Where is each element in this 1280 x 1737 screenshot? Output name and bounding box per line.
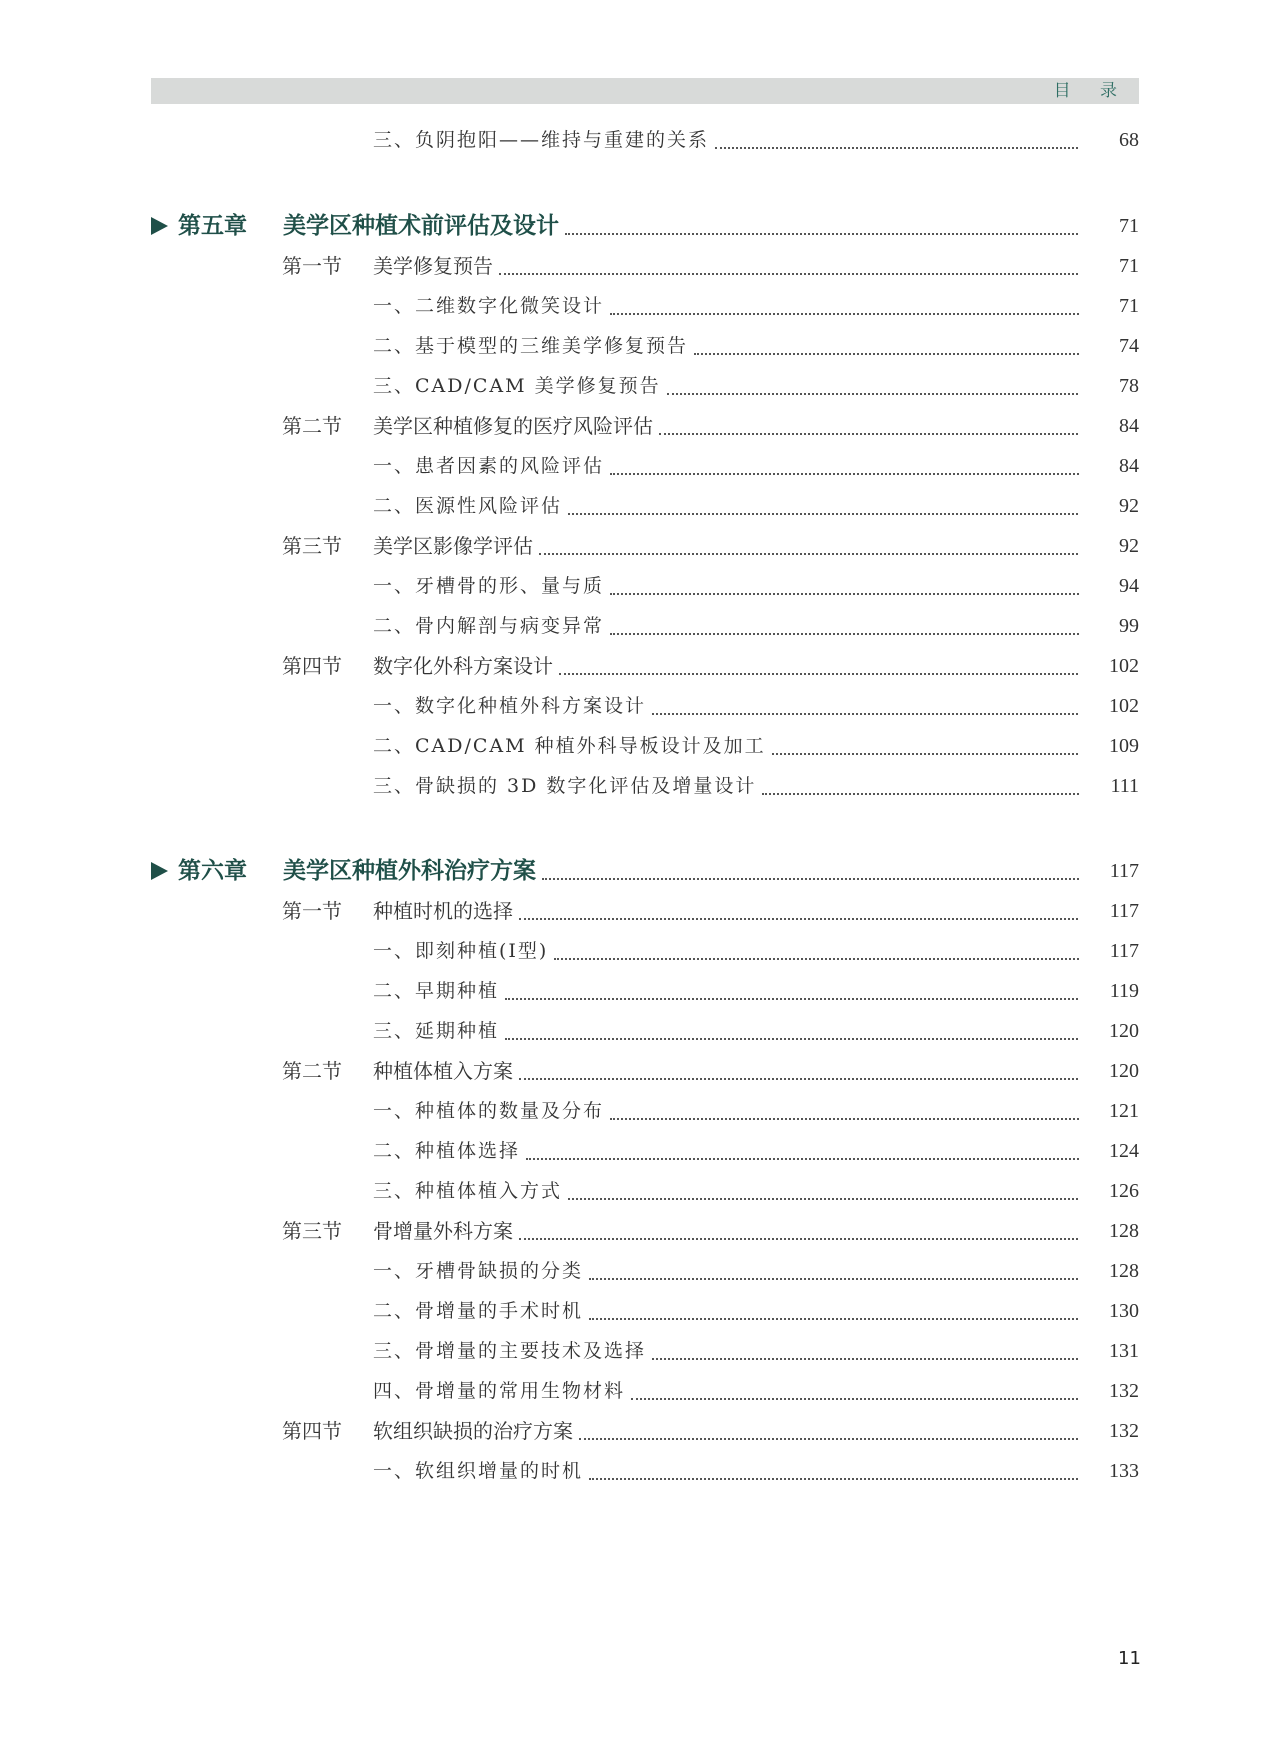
toc-page-number: 68 — [1079, 125, 1139, 155]
toc-section[interactable] — [0, 1416, 1280, 1446]
toc-page-number: 121 — [1079, 1096, 1139, 1126]
dot-leader — [526, 1128, 1086, 1160]
dot-leader — [589, 1448, 1086, 1480]
toc-item[interactable] — [0, 1256, 1280, 1286]
toc-title: 一、牙槽骨的形、量与质 — [373, 571, 610, 601]
toc-item[interactable] — [0, 1336, 1280, 1366]
toc-title: 四、骨增量的常用生物材料 — [373, 1376, 631, 1406]
toc-number: 第五章 — [178, 213, 247, 239]
toc-title: 一、即刻种植(Ⅰ型) — [373, 936, 554, 966]
dot-leader — [519, 888, 1086, 920]
toc-title: 三、负阴抱阳——维持与重建的关系 — [373, 125, 715, 155]
toc-title: 三、种植体植入方式 — [373, 1176, 568, 1206]
toc-page-number: 71 — [1079, 291, 1139, 321]
toc-page-number: 84 — [1079, 411, 1139, 441]
toc-chapter[interactable] — [0, 211, 1280, 241]
toc-title: 数字化外科方案设计 — [373, 651, 559, 681]
toc-title: 三、骨缺损的 3D 数字化评估及增量设计 — [373, 771, 762, 801]
toc-title: 美学区种植修复的医疗风险评估 — [373, 411, 659, 441]
dot-leader — [568, 483, 1086, 515]
toc-page-number: 128 — [1079, 1256, 1139, 1286]
toc-title: 软组织缺损的治疗方案 — [373, 1416, 579, 1446]
dot-leader — [610, 563, 1086, 595]
toc-item[interactable] — [0, 936, 1280, 966]
toc-number: 第三节 — [282, 1219, 342, 1243]
toc-title: 美学区影像学评估 — [373, 531, 539, 561]
dot-leader — [554, 928, 1086, 960]
dot-leader — [505, 1008, 1086, 1040]
toc-title: 二、种植体选择 — [373, 1136, 526, 1166]
toc-item[interactable] — [0, 371, 1280, 401]
toc-item[interactable] — [0, 571, 1280, 601]
toc-page-number: 120 — [1079, 1056, 1139, 1086]
toc-title: 美学区种植外科治疗方案 — [283, 856, 542, 886]
toc-title: 三、延期种植 — [373, 1016, 505, 1046]
toc-item[interactable] — [0, 1176, 1280, 1206]
toc-item[interactable] — [0, 451, 1280, 481]
toc-page-number: 117 — [1079, 936, 1139, 966]
toc-title: 一、种植体的数量及分布 — [373, 1096, 610, 1126]
toc-page-number: 71 — [1079, 211, 1139, 241]
toc-page-number: 126 — [1079, 1176, 1139, 1206]
dot-leader — [610, 1088, 1086, 1120]
toc-title: 二、骨增量的手术时机 — [373, 1296, 589, 1326]
chapter-arrow-icon — [151, 862, 168, 880]
page-number: 11 — [1118, 1648, 1141, 1669]
toc-title: 三、CAD/CAM 美学修复预告 — [373, 371, 667, 401]
toc-title: 一、牙槽骨缺损的分类 — [373, 1256, 589, 1286]
toc-title: 一、患者因素的风险评估 — [373, 451, 610, 481]
dot-leader — [519, 1048, 1086, 1080]
toc-page-number: 130 — [1079, 1296, 1139, 1326]
dot-leader — [568, 1168, 1086, 1200]
toc-section[interactable] — [0, 251, 1280, 281]
dot-leader — [565, 203, 1086, 235]
toc-title: 一、软组织增量的时机 — [373, 1456, 589, 1486]
dot-leader — [505, 968, 1086, 1000]
toc-title: 骨增量外科方案 — [373, 1216, 519, 1246]
toc-page-number: 92 — [1079, 491, 1139, 521]
toc-page-number: 120 — [1079, 1016, 1139, 1046]
toc-page-number: 131 — [1079, 1336, 1139, 1366]
dot-leader — [694, 323, 1086, 355]
toc-page-number: 84 — [1079, 451, 1139, 481]
toc-page-number: 132 — [1079, 1416, 1139, 1446]
dot-leader — [539, 523, 1086, 555]
toc-page-number: 111 — [1079, 771, 1139, 801]
toc-item[interactable] — [0, 1136, 1280, 1166]
dot-leader — [589, 1288, 1086, 1320]
dot-leader — [610, 443, 1086, 475]
dot-leader — [715, 117, 1086, 149]
dot-leader — [519, 1208, 1086, 1240]
dot-leader — [542, 848, 1086, 880]
toc-page-number: 119 — [1079, 976, 1139, 1006]
toc-number: 第六章 — [178, 858, 247, 884]
toc-number: 第二节 — [282, 414, 342, 438]
toc-section[interactable] — [0, 1056, 1280, 1086]
toc-item[interactable] — [0, 976, 1280, 1006]
toc-title: 一、二维数字化微笑设计 — [373, 291, 610, 321]
toc-page-number: 102 — [1079, 691, 1139, 721]
dot-leader — [652, 683, 1086, 715]
dot-leader — [762, 763, 1086, 795]
toc-page-number: 94 — [1079, 571, 1139, 601]
toc-page-number: 133 — [1079, 1456, 1139, 1486]
toc-item[interactable] — [0, 691, 1280, 721]
toc-title: 种植时机的选择 — [373, 896, 519, 926]
toc-section[interactable] — [0, 896, 1280, 926]
toc-page-number: 102 — [1079, 651, 1139, 681]
toc-title: 二、医源性风险评估 — [373, 491, 568, 521]
toc-number: 第三节 — [282, 534, 342, 558]
dot-leader — [499, 243, 1086, 275]
toc-title: 三、骨增量的主要技术及选择 — [373, 1336, 652, 1366]
dot-leader — [667, 363, 1086, 395]
toc-title: 二、骨内解剖与病变异常 — [373, 611, 610, 641]
toc-page-number: 109 — [1079, 731, 1139, 761]
toc-number: 第一节 — [282, 899, 342, 923]
toc-title: 二、早期种植 — [373, 976, 505, 1006]
toc-section[interactable] — [0, 531, 1280, 561]
toc-item[interactable] — [0, 771, 1280, 801]
toc-page-number: 128 — [1079, 1216, 1139, 1246]
toc-page-number: 78 — [1079, 371, 1139, 401]
toc-item[interactable] — [0, 1456, 1280, 1486]
toc-item[interactable] — [0, 1376, 1280, 1406]
toc-section[interactable] — [0, 651, 1280, 681]
toc-page-number: 92 — [1079, 531, 1139, 561]
toc-item[interactable] — [0, 125, 1280, 155]
toc-section[interactable] — [0, 411, 1280, 441]
toc-section[interactable] — [0, 1216, 1280, 1246]
dot-leader — [610, 283, 1086, 315]
toc-item[interactable] — [0, 291, 1280, 321]
toc-page-number: 132 — [1079, 1376, 1139, 1406]
dot-leader — [772, 723, 1086, 755]
toc-title: 美学区种植术前评估及设计 — [283, 211, 565, 241]
toc-chapter[interactable] — [0, 856, 1280, 886]
toc-item[interactable] — [0, 331, 1280, 361]
toc-item[interactable] — [0, 1096, 1280, 1126]
chapter-arrow-icon — [151, 217, 168, 235]
toc-title: 一、数字化种植外科方案设计 — [373, 691, 652, 721]
dot-leader — [559, 643, 1086, 675]
toc-title: 美学修复预告 — [373, 251, 499, 281]
header-title: 目 录 — [1053, 81, 1129, 101]
toc-number: 第二节 — [282, 1059, 342, 1083]
toc-number: 第一节 — [282, 254, 342, 278]
toc-item[interactable] — [0, 731, 1280, 761]
toc-number: 第四节 — [282, 1419, 342, 1443]
dot-leader — [652, 1328, 1086, 1360]
toc-title: 二、基于模型的三维美学修复预告 — [373, 331, 694, 361]
toc-title: 种植体植入方案 — [373, 1056, 519, 1086]
dot-leader — [610, 603, 1086, 635]
toc-page-number: 117 — [1079, 896, 1139, 926]
toc-page-number: 124 — [1079, 1136, 1139, 1166]
toc-page-number: 117 — [1079, 856, 1139, 886]
toc-number: 第四节 — [282, 654, 342, 678]
toc-page-number: 99 — [1079, 611, 1139, 641]
toc-item[interactable] — [0, 1296, 1280, 1326]
dot-leader — [659, 403, 1086, 435]
toc-page-number: 71 — [1079, 251, 1139, 281]
toc-item[interactable] — [0, 611, 1280, 641]
toc-item[interactable] — [0, 491, 1280, 521]
dot-leader — [589, 1248, 1086, 1280]
toc-title: 二、CAD/CAM 种植外科导板设计及加工 — [373, 731, 772, 761]
toc-page-number: 74 — [1079, 331, 1139, 361]
dot-leader — [631, 1368, 1086, 1400]
dot-leader — [579, 1408, 1086, 1440]
toc-item[interactable] — [0, 1016, 1280, 1046]
